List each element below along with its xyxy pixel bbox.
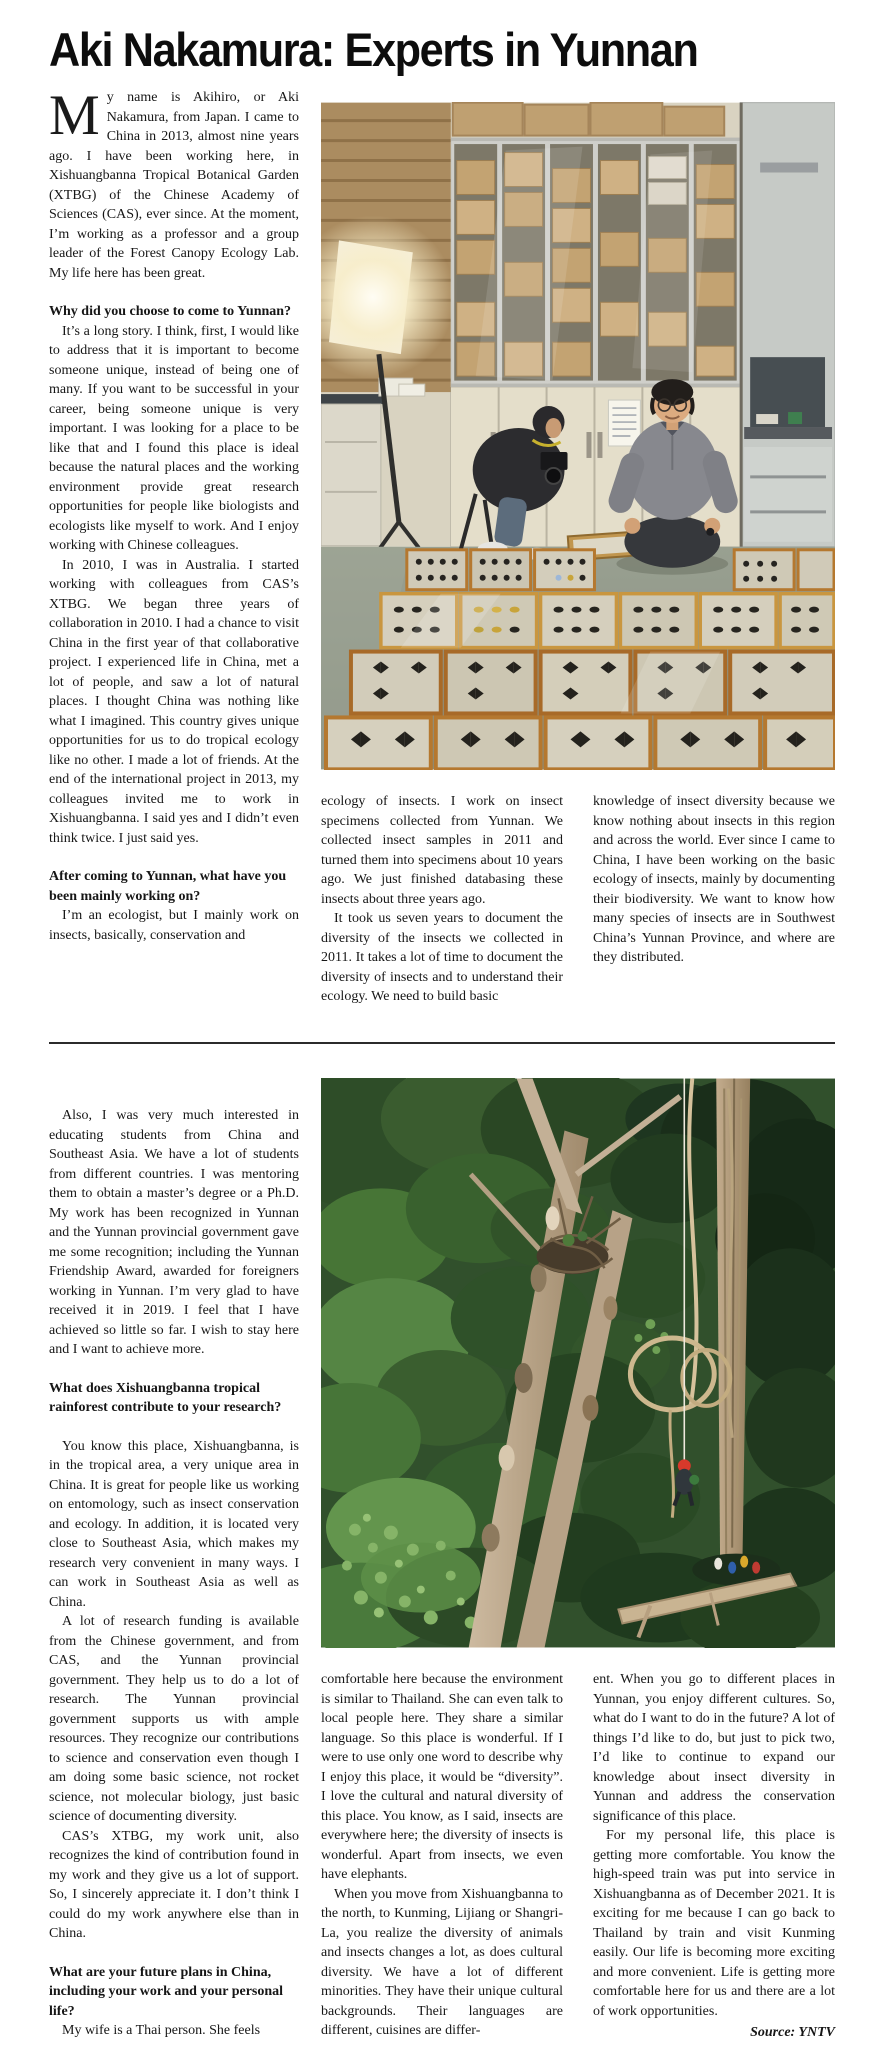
article-section-top [49,84,835,1007]
paragraph: I’m an ecologist, but I mainly work on insects, basically, conservation and [49,908,299,943]
article-section-bottom [49,1078,835,2043]
right-area-bottom [321,1078,835,2043]
paragraph: ent. When you go to different places in Yunnan, you enjoy different cultures. So, what do I want to do in the future? A lot of things I’d like to do, but just to pick two, I’d like to continue to expand our knowledge about insect diversity in Yunnan and address the conservation significance of this place. [593,1672,835,1824]
paragraph: ecology of insects. I work on insect specimens collected from Yunnan. We collected insect samples in 2011 and turned them into specimens about 10 years ago. We just finished databasing these insects about three years ago. [321,794,563,907]
column-3 [593,792,835,1007]
paragraph: You know this place, Xishuangbanna, is in the tropical area, a very unique area in China. It is great for people like us working on entomology, such as insect conservation and ecology. In addition, it is located very close to Southeast Asia, which makes my research very convenient in many ways. I can work in Southeast Asia as well as China. [49,1438,299,1610]
column-1 [49,84,299,945]
column-3 [593,1670,835,2043]
bottom-columns-bottom [321,1670,835,2043]
question-heading: What are your future plans in China, including your work and your personal life? [49,1964,284,2019]
paragraph: It took us seven years to document the diversity of the insects we collected in 2011. It takes a lot of time to document the diversity of insects and to understand their ecology. We need to build basic [321,911,563,1004]
question-heading: What does Xishuangbanna tropical rainforest contribute to your research? [49,1380,282,1415]
bottom-columns-top [321,792,835,1007]
paragraph: It’s a long story. I think, first, I would like to address that it is important to become someone unique, instead of being one of many. If you want to be successful in your career, being someone unique is very important. I was looking for a place to be like that and I found this place is ideal because the natural places and the working environment provide great research opportunities for people like biologists and ecologists like myself to work. And I enjoy working with Chinese colleagues. [49,323,299,553]
right-area-top [321,88,835,1007]
source-credit: Source: YNTV [750,2025,835,2040]
section-divider [49,1042,835,1044]
canopy-photo [321,1078,835,1648]
drop-cap: M [49,84,100,147]
paragraph: When you move from Xishuangbanna to the north, to Kunming, Lijiang or Shangri-La, you realize the diversity of animals and insects changes a lot, as does cultural diversity. We have a lot of different minorities. They have their unique cultural backgrounds. Their languages are different, cuisines are differ- [321,1886,563,2038]
column-1 [49,1078,299,2041]
lab-photo-image [321,102,835,770]
article-headline: Aki Nakamura: Experts in Yunnan [49,23,698,76]
column-2 [321,792,563,1007]
canopy-photo-image [321,1078,835,1648]
paragraph: Also, I was very much interested in educating students from China and Southeast Asia. We have a lot of students from different countries. I was mentoring them to obtain a master’s degree or a Ph.D. My work has been recognized in Yunnan and the Yunnan provincial government gave me some recognition; including the Yunnan Friendship Award, awarded for foreigners working in Yunnan. I’m very glad to have received it in 2019. I feel that I have achieved so little so far. I wish to stay here and I want to achieve more. [49,1108,299,1357]
question-heading: After coming to Yunnan, what have you been mainly working on? [49,869,287,904]
paragraph: knowledge of insect diversity because we know nothing about insects in this region and across the world. Ever since I came to China, I have been working on the basic ecology of insects, mainly by documenting their biodiversity. We want to know how many species of insects are in Southwest China’s Yunnan Province, and where are they distributed. [593,794,835,965]
paragraph: For my personal life, this place is getting more comfortable. You know the high-speed train was put into service in Xishuangbanna as of December 2021. It is exciting for me because I can go back to Thailand by train and visit Kunming easily. Our life is becoming more exciting and more convenient. Life is getting more comfortable here for us and there are a lot of work opportunities. [593,1828,835,2019]
column-2 [321,1670,563,2043]
question-heading: Why did you choose to come to Yunnan? [49,304,292,319]
lab-photo [321,102,835,770]
paragraph: A lot of research funding is available from the Chinese government, and from CAS, and the Yunnan provincial government. They help us to do a lot of research. The Yunnan provincial government supports us with ample resources. They recognize our contributions to science and conservation even though I am doing some basic science, not rocket science, not molecular biology, just basic science of documenting diversity. [49,1614,299,1824]
paragraph: In 2010, I was in Australia. I started working with colleagues from CAS’s XTBG. We began three years of collaboration in 2010. I had a chance to visit China in the first year of that collaborative project. I experienced life in China, met a lot of people, and saw a lot of natural places. I thought China was nothing like what I imagined. This country gives unique opportunities for us to do tropical ecology like no other. I made a lot of friends. At the end of the international project in 2013, my colleagues invited me to work in Xishuangbanna. I said yes and I didn’t even think twice. I just said yes. [49,557,299,846]
lead-paragraph [49,84,299,283]
paragraph: My wife is a Thai person. She feels [62,2023,261,2038]
paragraph-text: y name is Akihiro, or Aki Nakamura, from Japan. I came to China in 2013, almost nine years ago. I have been working here, in Xishuangbanna Tropical Botanical Garden (XTBG) of the Chinese Academy of Sciences (CAS), ever since. At the moment, I’m working as a professor and a group leader of the Forest Canopy Ecology Lab. My life here has been great. [49,90,299,281]
specimen-boxes-front [326,594,835,770]
paragraph: CAS’s XTBG, my work unit, also recognizes the kind of contribution found in my work and they give us a lot of support. So, I sincerely appreciate it. I don’t think I could do my work anywhere else than in China. [49,1828,299,1941]
paragraph: comfortable here because the environment is similar to Thailand. She can even talk to local people here. They share a similar language. So this place is wonderful. If I were to use only one word to describe why I enjoy this place, it would be “diversity”. I love the cultural and natural diversity of this place. You know, as I said, insects are everywhere here; the diversity of insects is wonderful. Apart from insects, we even have elephants. [321,1672,563,1882]
